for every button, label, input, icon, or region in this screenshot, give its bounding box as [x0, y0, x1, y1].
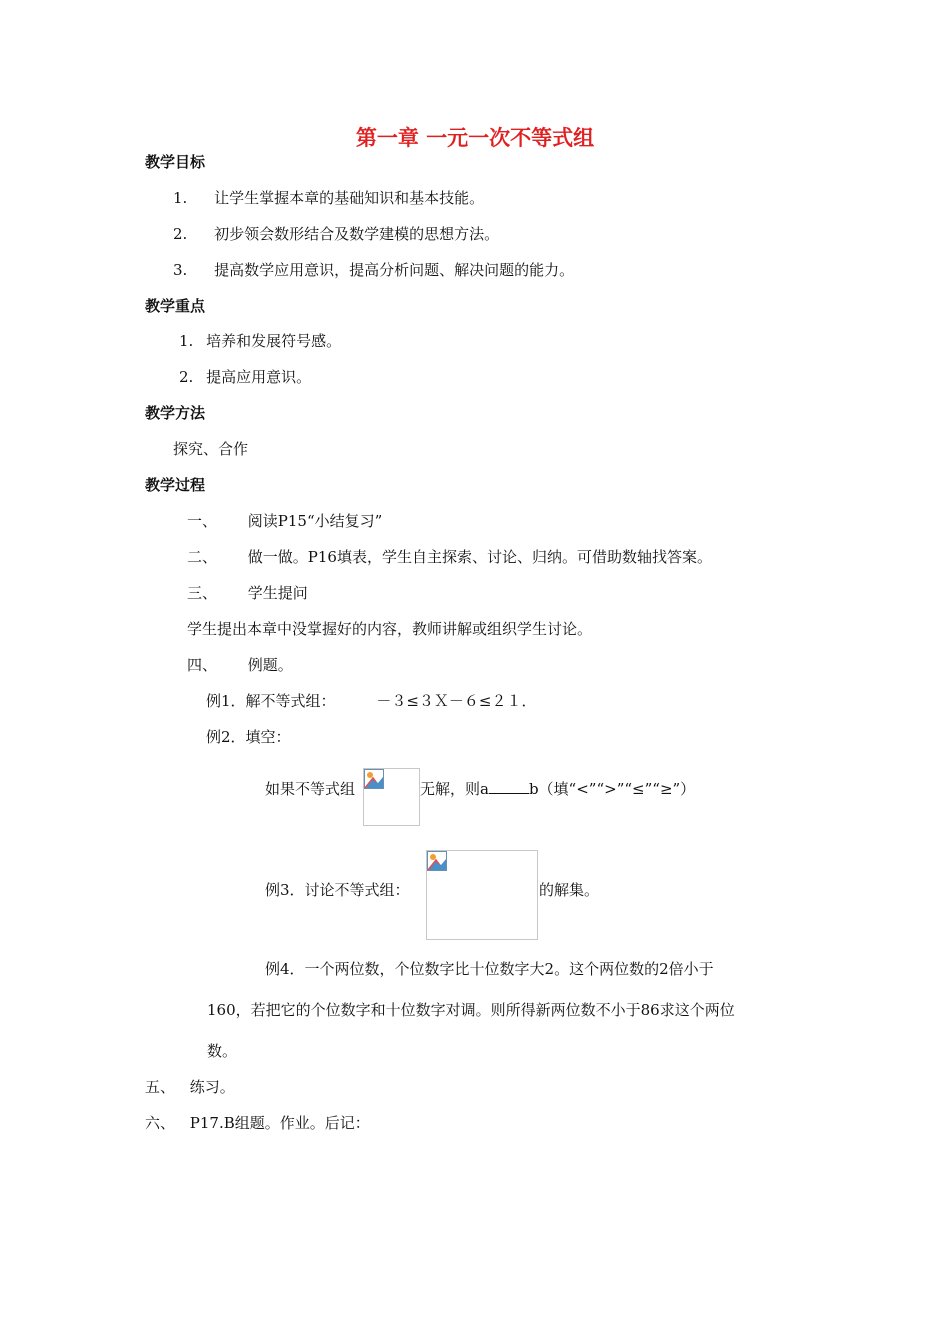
example-2-post [420, 779, 695, 799]
process-step-number: 三、 [187, 584, 218, 602]
section-heading-process: 教学过程 [145, 476, 206, 494]
list-item-text: 让学生掌握本章的基础知识和基本技能。 [214, 189, 485, 207]
list-item-number: 1. [173, 189, 188, 207]
inequality-image-placeholder [426, 850, 538, 940]
section-heading-methods: 教学方法 [145, 404, 206, 422]
broken-image-icon [364, 769, 384, 789]
example-3-post: 的解集。 [539, 881, 600, 899]
process-step-number: 五、 [145, 1078, 176, 1096]
section-heading-keypoints: 教学重点 [145, 297, 206, 315]
list-item [179, 331, 341, 351]
list-item-text: 培养和发展符号感。 [206, 332, 342, 350]
list-item [173, 224, 499, 244]
document-title: 第一章 一元一次不等式组 [355, 126, 595, 150]
process-step-text: 例题。 [247, 656, 293, 674]
example-3-pre: 例3．讨论不等式组： [265, 881, 410, 899]
methods-text: 探究、合作 [173, 440, 249, 458]
list-item [179, 367, 311, 387]
example-1 [206, 691, 536, 711]
list-item-text: 初步领会数形结合及数学建模的思想方法。 [214, 225, 500, 243]
list-item-text: 提高数学应用意识，提高分析问题、解决问题的能力。 [214, 261, 575, 279]
example-1-label: 例1．解不等式组： [206, 692, 336, 710]
process-step-text: 做一做。P16填表，学生自主探索、讨论、归纳。可借助数轴找答案。 [247, 548, 712, 566]
list-item-number: 2. [179, 368, 194, 386]
example-2-pre: 如果不等式组 [265, 780, 356, 798]
process-step [187, 547, 712, 567]
process-step-number: 四、 [187, 656, 218, 674]
list-item-text: 提高应用意识。 [206, 368, 312, 386]
section-heading-objectives: 教学目标 [145, 153, 206, 171]
process-step [187, 511, 382, 531]
process-step [145, 1113, 370, 1133]
process-step-number: 一、 [187, 512, 218, 530]
example-2-label: 例2．填空： [206, 728, 291, 746]
process-step [187, 583, 308, 603]
list-item-number: 1. [179, 332, 194, 350]
example-4-line-3: 数。 [207, 1042, 238, 1060]
process-step-text: 学生提出本章中没掌握好的内容，教师讲解或组织学生讨论。 [187, 620, 593, 638]
example-4-line-2: 160，若把它的个位数字和十位数字对调。则所得新两位数不小于86求这个两位 [207, 1001, 735, 1019]
process-step-text: P17.B组题。作业。后记： [189, 1114, 370, 1132]
process-step-text: 学生提问 [247, 584, 308, 602]
process-step-number: 六、 [145, 1114, 176, 1132]
example-1-expression: －３≤３Ｘ－６≤２１． [376, 692, 537, 710]
broken-image-icon [427, 851, 447, 871]
example-2-post-b: b（填“<”“>”“≤”“≥”） [528, 780, 696, 798]
list-item [173, 188, 484, 208]
list-item-number: 3. [173, 261, 188, 279]
process-step [187, 655, 293, 675]
process-step-text: 练习。 [189, 1078, 235, 1096]
list-item-number: 2. [173, 225, 188, 243]
process-step [145, 1077, 235, 1097]
answer-blank [489, 779, 529, 794]
inequality-image-placeholder [363, 768, 420, 826]
process-step-number: 二、 [187, 548, 218, 566]
example-4-line-1: 例4．一个两位数，个位数字比十位数字大2。这个两位数的2倍小于 [265, 960, 714, 978]
example-2-post-a: 无解，则a [420, 780, 489, 798]
process-step-text: 阅读P15“小结复习” [247, 512, 383, 530]
list-item [173, 260, 574, 280]
